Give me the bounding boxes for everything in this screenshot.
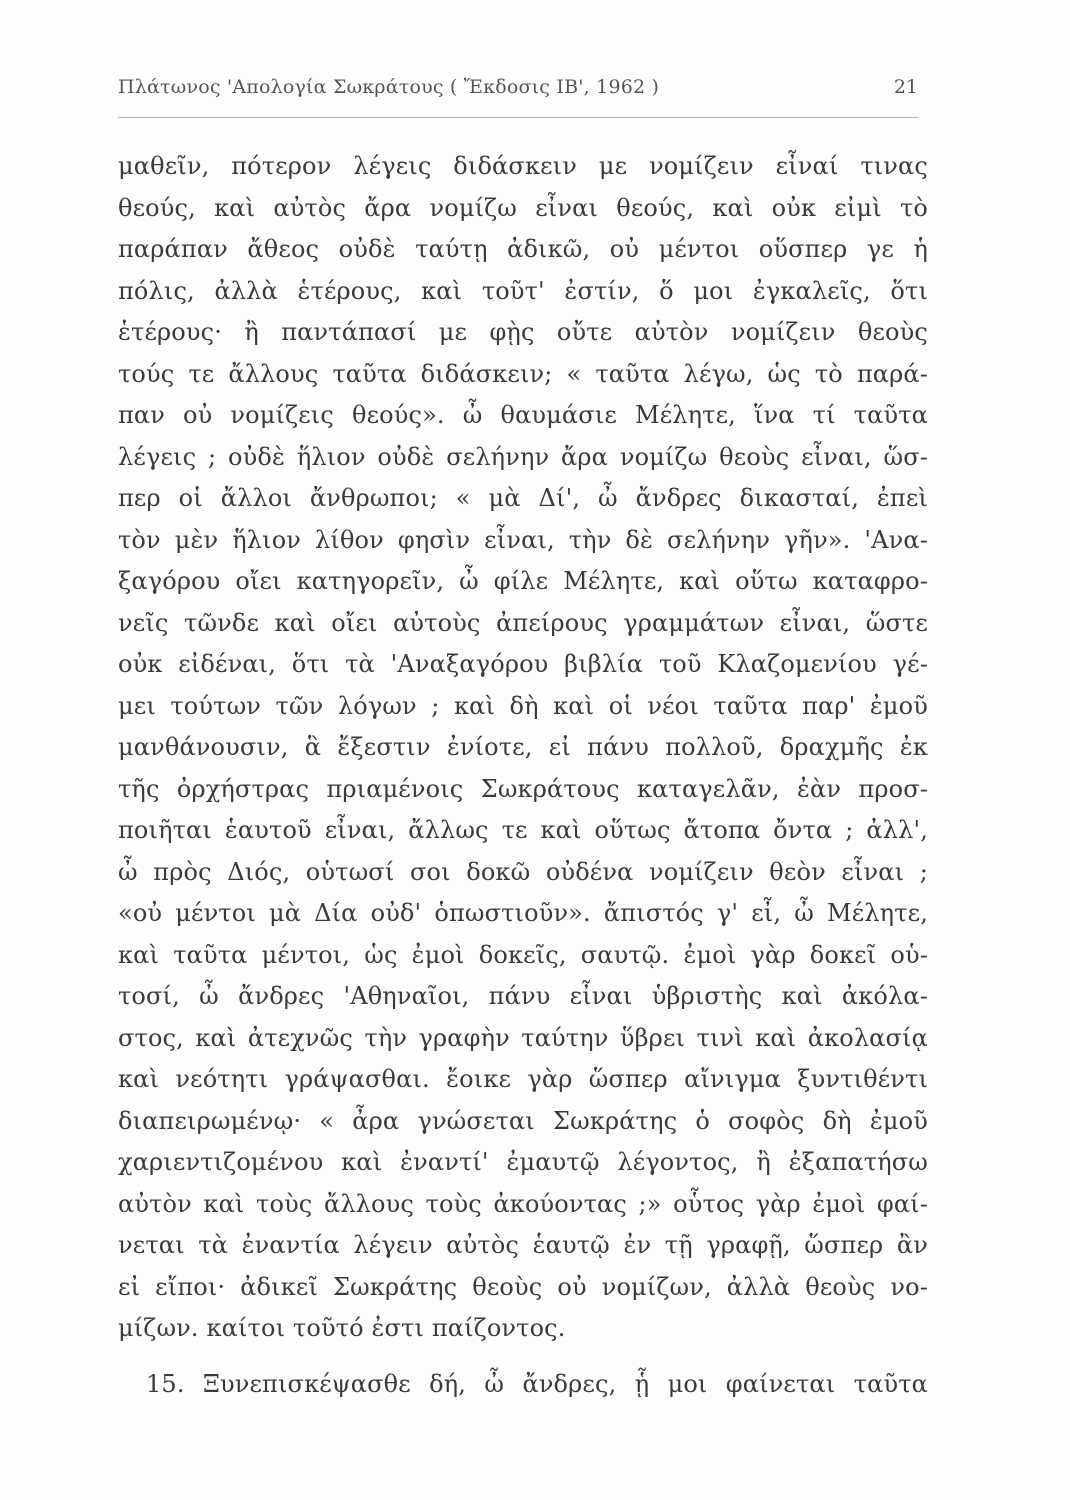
text-line: μει τούτων τῶν λόγων ; καὶ δὴ καὶ οἱ νέοι ταῦτα παρ' ἐμοῦ xyxy=(118,691,928,720)
page-number: 21 xyxy=(893,76,918,98)
text-line: νεται τὰ ἐναντία λέγειν αὐτὸς ἑαυτῷ ἐν τῇ γραφῇ, ὥσπερ ἂν xyxy=(118,1231,928,1259)
running-header xyxy=(118,76,918,106)
text-line: διαπειρωμένῳ· « ἆρα γνώσεται Σωκράτης ὁ σοφὸς δὴ ἐμοῦ xyxy=(118,1106,928,1135)
header-rule xyxy=(118,117,918,118)
text-line: ξαγόρου οἴει κατηγορεῖν, ὦ φίλε Μέλητε, καὶ οὕτω καταφρο- xyxy=(118,567,928,595)
text-line: αὐτὸν καὶ τοὺς ἄλλους τοὺς ἀκούοντας ;» οὗτος γὰρ ἐμοὶ φαί- xyxy=(118,1189,928,1218)
header-title: Πλάτωνος 'Απολογία Σωκράτους ( Ἔκδοσις ΙΒ', 1962 ) xyxy=(118,76,660,98)
text-line: εἰ εἴποι· ἀδικεῖ Σωκράτης θεοὺς οὐ νομίζων, ἀλλὰ θεοὺς νο- xyxy=(118,1272,928,1301)
text-line: τοσί, ὦ ἄνδρες 'Αθηναῖοι, πάνυ εἶναι ὑβριστὴς καὶ ἀκόλα- xyxy=(118,982,928,1010)
text-line: χαριεντιζομένου καὶ ἐναντί' ἐμαυτῷ λέγοντος, ἢ ἐξαπατήσω xyxy=(118,1148,928,1176)
text-line: νεῖς τῶνδε καὶ οἴει αὐτοὺς ἀπείρους γραμμάτων εἶναι, ὥστε xyxy=(118,608,928,637)
main-paragraph xyxy=(118,146,928,1350)
text-line: μαθεῖν, πότερον λέγεις διδάσκειν με νομίζειν εἶναί τινας xyxy=(118,152,928,180)
text-line: μίζων. καίτοι τοῦτό ἐστι παίζοντος. xyxy=(118,1314,566,1342)
text-line: παράπαν ἄθεος οὐδὲ ταύτῃ ἀδικῶ, οὐ μέντοι οὕσπερ γε ἡ xyxy=(118,235,928,263)
text-line: καὶ νεότητι γράψασθαι. ἔοικε γὰρ ὥσπερ αἴνιγμα ξυντιθέντι xyxy=(118,1065,928,1093)
section-15-paragraph xyxy=(118,1364,928,1406)
text-line: οὐκ εἰδέναι, ὅτι τὰ 'Αναξαγόρου βιβλία τοῦ Κλαζομενίου γέ- xyxy=(118,650,928,678)
text-line: λέγεις ; οὐδὲ ἥλιον οὐδὲ σελήνην ἄρα νομίζω θεοὺς εἶναι, ὥσ- xyxy=(118,442,928,471)
text-line: τούς τε ἄλλους ταῦτα διδάσκειν; « ταῦτα λέγω, ὡς τὸ παρά- xyxy=(118,359,928,388)
text-line: μανθάνουσιν, ἃ ἔξεστιν ἐνίοτε, εἰ πάνυ πολλοῦ, δραχμῆς ἐκ xyxy=(118,733,928,761)
section-line: 15. Ξυνεπισκέψασθε δή, ὦ ἄνδρες, ᾗ μοι φαίνεται ταῦτα xyxy=(146,1370,928,1398)
text-line: τὸν μὲν ἥλιον λίθον φησὶν εἶναι, τὴν δὲ σελήνην γῆν». 'Ανα- xyxy=(118,525,928,554)
text-line: «οὐ μέντοι μὰ Δία οὐδ' ὁπωστιοῦν». ἄπιστός γ' εἶ, ὦ Μέλητε, xyxy=(118,899,928,927)
text-line: παν οὐ νομίζεις θεούς». ὦ θαυμάσιε Μέλητε, ἵνα τί ταῦτα xyxy=(118,401,928,429)
text-line: περ οἱ ἄλλοι ἄνθρωποι; « μὰ Δί', ὦ ἄνδρες δικασταί, ἐπεὶ xyxy=(118,484,928,512)
text-line: τῆς ὀρχήστρας πριαμένοις Σωκράτους καταγελᾶν, ἐὰν προσ- xyxy=(118,774,928,803)
text-line: ἑτέρους· ἢ παντάπασί με φῂς οὔτε αὐτὸν νομίζειν θεοὺς xyxy=(118,318,928,346)
text-line: ποιῆται ἑαυτοῦ εἶναι, ἄλλως τε καὶ οὕτως ἄτοπα ὄντα ; ἀλλ', xyxy=(118,816,928,844)
text-line: ὦ πρὸς Διός, οὑτωσί σοι δοκῶ οὐδένα νομίζειν θεὸν εἶναι ; xyxy=(118,857,928,886)
text-line: θεούς, καὶ αὐτὸς ἄρα νομίζω εἶναι θεούς, καὶ οὐκ εἰμὶ τὸ xyxy=(118,193,928,222)
text-line: καὶ ταῦτα μέντοι, ὡς ἐμοὶ δοκεῖς, σαυτῷ. ἐμοὶ γὰρ δοκεῖ οὑ- xyxy=(118,940,928,969)
text-line: πόλις, ἀλλὰ ἑτέρους, καὶ τοῦτ' ἐστίν, ὅ μοι ἐγκαλεῖς, ὅτι xyxy=(118,276,928,305)
text-line: στος, καὶ ἀτεχνῶς τὴν γραφὴν ταύτην ὕβρει τινὶ καὶ ἀκολασίᾳ xyxy=(118,1023,928,1052)
